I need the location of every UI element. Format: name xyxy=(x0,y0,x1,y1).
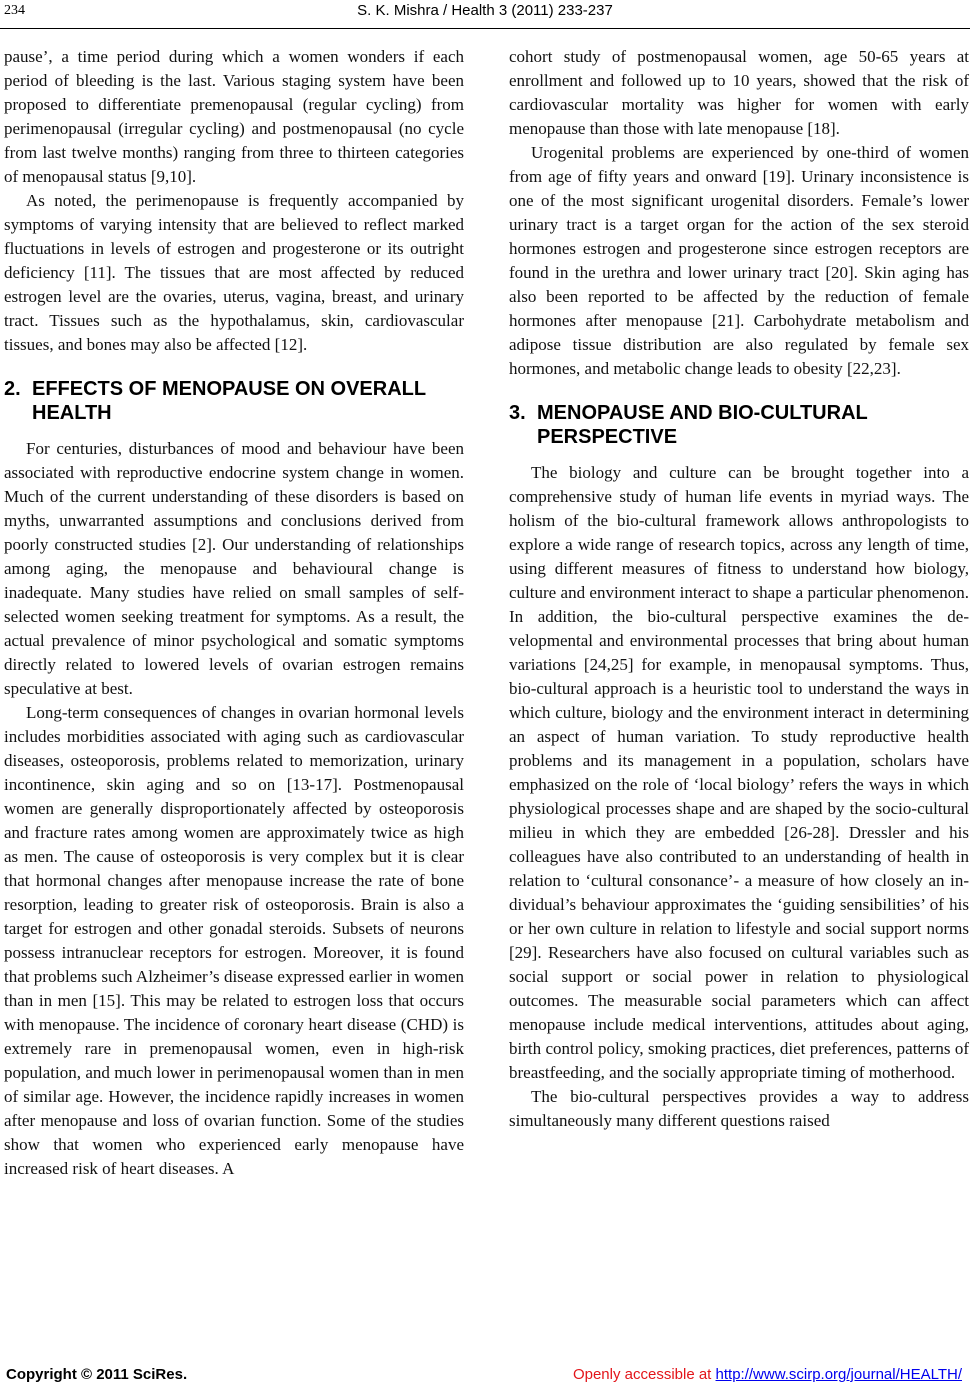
paragraph: For centuries, disturbances of mood and behaviour have been associated with reproductive endocrine system change in women. Much of the current understanding of these disorders is based on myths, unwarranted assumptions and conclusions derived from poorly constructed studies [2]. Our understanding of relationships among aging, the menopause and behavioural change is inadequate. Many studies have relied on small samples of self-selected women seeking treatment for symptoms. As a result, the actual prevalence of minor psychological and somatic symptoms directly related to lowered levels of ovarian estrogen remains speculative at best. xyxy=(4,439,464,698)
page-footer xyxy=(0,1358,970,1386)
journal-link[interactable]: http://www.scirp.org/journal/HEALTH/ xyxy=(715,1366,962,1383)
paragraph: The bio-cultural perspectives provides a way to address simultaneously many different questions raised xyxy=(509,1087,969,1130)
paragraph: As noted, the perimenopause is frequently accompanied by symptoms of varying intensity that are believed to reflect marked fluctuations in levels of estrogen and progesterone or its outright deficiency [11]. The tissues that are most affected by reduced estrogen level are the ovaries, uterus, vagina, breast, and urinary tract. Tissues such as the hypothalamus, skin, cardiovascular tissues, and bones may also be affected [12]. xyxy=(4,191,464,354)
right-column xyxy=(509,45,969,1133)
section-heading-3 xyxy=(509,401,969,449)
header-rule xyxy=(0,28,970,29)
paragraph: pause’, a time period during which a women wonders if each period of bleeding is the last. Various staging system have been proposed to differentiate premenopausal (regular cycling) from perimenopausal (irregular cycling) and postmenopausal (no cycle from last twelve months) ranging from three to thirteen categories of menopausal status [9,10]. xyxy=(4,47,464,186)
section-title: MENOPAUSE AND BIO-CULTURAL PERSPECTIVE xyxy=(537,402,868,448)
section-title: EFFECTS OF MENOPAUSE ON OVERALL HEALTH xyxy=(32,378,426,424)
paragraph: The biology and culture can be brought together into a comprehensive study of human life events in myriad ways. The holism of the bio-cultural framework allows anthropologists to explore a wide range of research topics, across any length of time, using different measures of fitness to understand how biology, culture and environment interact to shape a particular phenomenon. In addition, the bio-cultural perspective examines the developmental and environmental processes that bring about human variations [24,25] for example, in menopausal symptoms. Thus, bio-cultural approach is a heuristic tool to understand the ways in which culture, biology and the environment interact in determining an aspect of human variation. To study reproductive health problems and its management in a population, scholars have emphasized on the role of ‘local biology’ refers the ways in which physiological processes shape and are shaped by the socio-cultural milieu in which they are embedded [26-28]. Dressler and his colleagues have also contributed to an understanding of health in relation to ‘cultural consonance’- a measure of how closely an individual’s behaviour approximates the ‘guiding sensibilities’ of his or her own culture in relation to lifestyle and social support norms [29]. Researchers have also focused on cultural variables such as social support or social power in relation to physiological outcomes. The measurable social parameters which can affect menopause include medical interventions, attitudes about aging, birth control policy, smoking practices, diet preferences, patterns of breastfeeding, and the socially appropriate timing of motherhood. xyxy=(509,463,969,1082)
open-access-notice xyxy=(573,1366,962,1383)
left-column xyxy=(4,45,464,1181)
running-head: S. K. Mishra / Health 3 (2011) 233-237 xyxy=(357,2,613,19)
paragraph: Urogenital problems are experienced by one-third of women from age of fifty years and onward [19]. Urinary inconsistence is one of the most significant urogenital disorders. Female’s lower urinary tract is a target organ for the action of the sex steroid hormones estrogen and progesterone since estrogen receptors are found in the urethra and lower urinary tract [20]. Skin aging has also been reported to be affected by the reduction of female hormones after menopause [21]. Carbohydrate metabolism and adipose tissue distribution are also regulated by female sex hormones, and metabolic change leads to obesity [22,23]. xyxy=(509,143,969,378)
section-number: 2. xyxy=(4,378,21,400)
section-number: 3. xyxy=(509,402,526,424)
copyright-notice: Copyright © 2011 SciRes. xyxy=(6,1366,188,1383)
open-access-label: Openly accessible at xyxy=(572,1366,716,1383)
paragraph: Long-term consequences of changes in ovarian hormonal levels includes morbidities associated with aging such as cardiovascular diseases, osteoporosis, problems related to memorization, urinary incontinence, skin aging and so on [13-17]. Postmenopausal women are generally disproportionately affected by osteoporosis and fracture rates among women are approximately twice as high as men. The cause of osteoporosis is very complex but it is clear that hormonal changes after menopause increase the rate of bone resorption, leading to greater risk of osteoporosis. Brain is also a target for estrogen and other gonadal steroids. Subsets of neurons possess intranuclear receptors for estrogen. Moreover, it is found that problems such Alzheimer’s disease expressed earlier in women than in men [15]. This may be related to estrogen loss that occurs with menopause. The incidence of coronary heart disease (CHD) is extremely rare in premenopausal women, even in high-risk population, and much lower in perimenopausal women than in men of similar age. However, the incidence rapidly increases in women after menopause and loss of ovarian function. Some of the studies show that women who experienced early menopause have increased risk of heart diseases. A xyxy=(4,703,464,1178)
page-number: 234 xyxy=(4,3,25,18)
section-heading-2 xyxy=(4,377,464,425)
paragraph: cohort study of postmenopausal women, age 50-65 years at enrollment and followed up to 10 years, showed that the risk of cardiovascular mortality was higher for women with early menopause than those with late menopause [18]. xyxy=(509,47,969,138)
